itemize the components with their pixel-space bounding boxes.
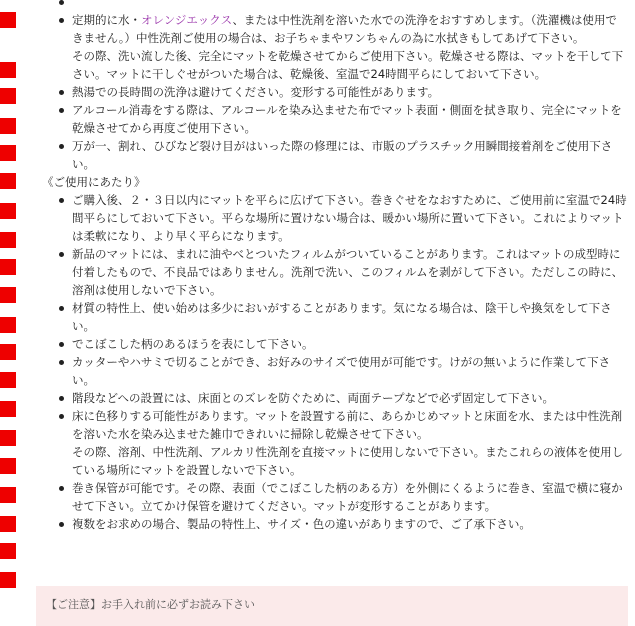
edge-marker bbox=[0, 145, 16, 161]
list-item-flatten bbox=[72, 191, 628, 245]
odor-text: 材質の特性上、使い始めは多少においがすることがあります。気になる場合は、陰干しや換気をして下さい。 bbox=[72, 301, 612, 333]
edge-marker bbox=[0, 372, 16, 388]
usage-heading: 《ご使用にあたり》 bbox=[42, 175, 146, 189]
washing-extra-text: その際、洗い流した後、完全にマットを乾燥させてからご使用下さい。乾燥させる際は、マットを干して下さい。マットに干しぐせがついた場合は、乾燥後、室温で24時間平らにしておいて下さい。 bbox=[72, 49, 624, 81]
hot-water-text: 熱湯での長時間の洗浄は避けてください。変形する可能性があります。 bbox=[72, 85, 440, 99]
surface-side-text: でこぼこした柄のあるほうを表にして下さい。 bbox=[72, 337, 314, 351]
usage-list bbox=[36, 191, 628, 533]
storage-text: 巻き保管が可能です。その際、表面（でこぼこした柄のある方）を外側にくるように巻き、室温で横に寝かせて下さい。立てかけ保管を避けてください。マットが変形することがあります。 bbox=[72, 481, 623, 513]
washing-text-post: 、または中性洗剤を溶いた水での洗浄をおすすめします。（洗濯機は使用できません。）中性洗剤ご使用の場合は、お子ちゃまやワンちゃんの為に水拭きもしてあげて下さい。 bbox=[72, 13, 617, 45]
edge-marker bbox=[0, 232, 16, 248]
edge-marker bbox=[0, 88, 16, 104]
edge-marker bbox=[0, 12, 16, 28]
left-edge-markers bbox=[0, 0, 16, 600]
alcohol-text: アルコール消毒をする際は、アルコールを染み込ませた布でマット表面・側面を拭き取り、完全にマットを乾燥させてから再度ご使用下さい。 bbox=[72, 103, 622, 135]
edge-marker bbox=[0, 430, 16, 446]
multiple-text: 複数をお求めの場合、製品の特性上、サイズ・色の違いがありますので、ご了承下さい。 bbox=[72, 517, 531, 531]
orange-x-link[interactable]: オレンジエックス bbox=[141, 13, 233, 27]
list-item-color-transfer bbox=[72, 407, 628, 479]
cutting-text: カッターやハサミで切ることができ、お好みのサイズで使用が可能です。けがの無いように作業して下さい。 bbox=[72, 355, 611, 387]
list-item-odor bbox=[72, 299, 628, 335]
list-item-multiple bbox=[72, 515, 628, 533]
list-item-cut-off bbox=[72, 0, 628, 11]
edge-marker bbox=[0, 458, 16, 474]
list-item-cutting bbox=[72, 353, 628, 389]
list-item-alcohol bbox=[72, 101, 628, 137]
list-item-stairs bbox=[72, 389, 628, 407]
edge-marker bbox=[0, 317, 16, 333]
edge-marker bbox=[0, 118, 16, 134]
list-item-surface-side bbox=[72, 335, 628, 353]
edge-marker bbox=[0, 203, 16, 219]
edge-marker bbox=[0, 62, 16, 78]
list-item-repair bbox=[72, 137, 628, 173]
flatten-text: ご購入後、２・３日以内にマットを平らに広げて下さい。巻きぐせをなおすために、ご使用前に室温で24時間平らにしておいて下さい。平らな場所に置けない場合は、暖かい場所に置いて下さい。これによりマットは柔軟になり、より早く平らになります。 bbox=[72, 193, 627, 243]
repair-text: 万が一、割れ、ひびなど裂け目がはいった際の修理には、市販のプラスチック用瞬間接着剤をご使用下さい。 bbox=[72, 139, 613, 171]
edge-marker bbox=[0, 516, 16, 532]
stairs-text: 階段などへの設置には、床面とのズレを防ぐために、両面テープなどで必ず固定して下さい。 bbox=[72, 391, 554, 405]
care-list bbox=[36, 0, 628, 173]
list-item-hot-water bbox=[72, 83, 628, 101]
list-item-washing bbox=[72, 11, 628, 83]
edge-marker bbox=[0, 572, 16, 588]
edge-marker bbox=[0, 401, 16, 417]
edge-marker bbox=[0, 487, 16, 503]
notice-text: 【ご注意】お手入れ前に必ずお読み下さい bbox=[46, 598, 255, 611]
washing-text-pre: 定期的に水・ bbox=[72, 13, 141, 27]
film-text: 新品のマットには、まれに油やべとついたフィルムがついていることがあります。これはマットの成型時に付着したもので、不良品ではありません。洗剤で洗い、このフィルムを剥がして下さい。ただしこの時に、溶剤は使用しないで下さい。 bbox=[72, 247, 624, 297]
edge-marker bbox=[0, 543, 16, 559]
edge-marker bbox=[0, 173, 16, 189]
list-item-film bbox=[72, 245, 628, 299]
edge-marker bbox=[0, 259, 16, 275]
color-transfer-text: 床に色移りする可能性があります。マットを設置する前に、あらかじめマットと床面を水、または中性洗剤を溶いた水を染み込ませた雑巾できれいに掃除し乾燥させて下さい。 bbox=[72, 409, 623, 441]
list-item-storage bbox=[72, 479, 628, 515]
edge-marker bbox=[0, 287, 16, 303]
color-transfer-extra-text: その際、溶剤、中性洗剤、アルカリ性洗剤を直接マットに使用しないで下さい。またこれらの液体を使用している場所にマットを設置しないで下さい。 bbox=[72, 445, 624, 477]
care-instructions bbox=[36, 0, 628, 533]
notice-box bbox=[36, 586, 628, 626]
edge-marker bbox=[0, 344, 16, 360]
